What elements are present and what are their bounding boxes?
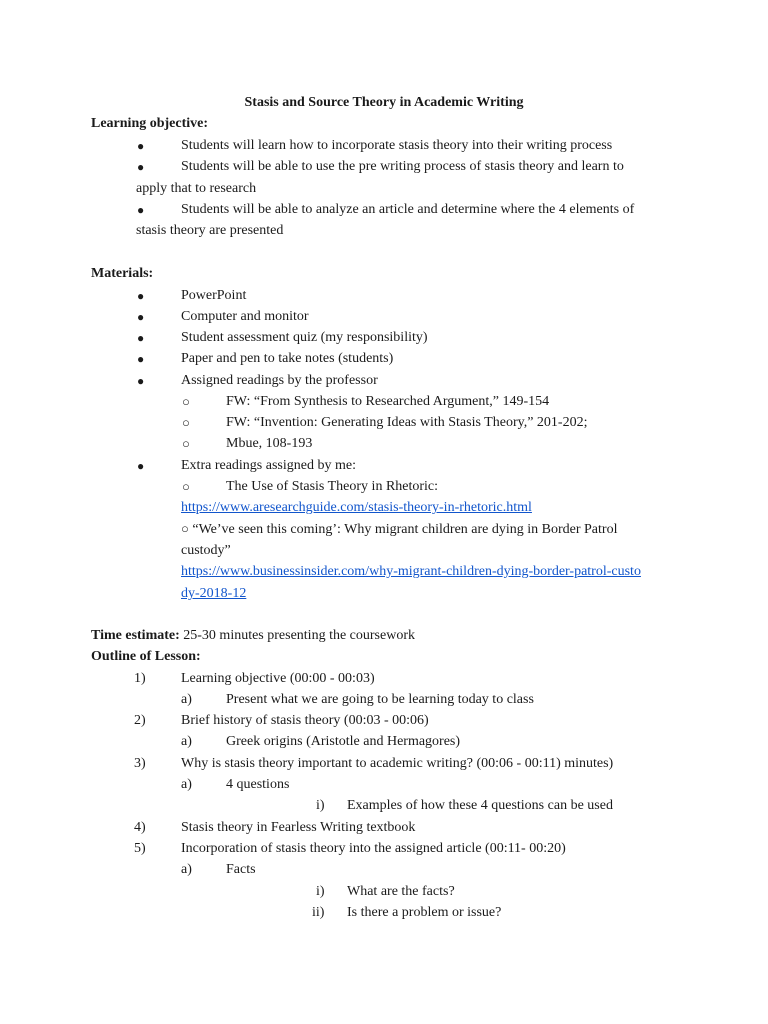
extra-reading-1-link[interactable]: https://www.aresearchguide.com/stasis-theory-in-rhetoric.html — [181, 500, 532, 515]
outline-marker: a) — [181, 862, 192, 877]
outline-item: Why is stasis theory important to academic writing? (00:06 - 00:11) minutes) — [181, 756, 614, 771]
document-title: Stasis and Source Theory in Academic Writing — [244, 95, 524, 110]
outline-item: Brief history of stasis theory (00:03 - 00:06) — [181, 713, 429, 728]
outline-item: Facts — [226, 862, 256, 877]
outline-marker: 1) — [134, 671, 146, 686]
extra-reading-2-title-line-1 — [181, 520, 617, 539]
outline-marker: 5) — [134, 841, 146, 856]
outline-marker: 2) — [134, 713, 146, 728]
objective-item-3-line-1: Students will be able to analyze an article and determine where the 4 elements of — [181, 202, 635, 217]
outline-marker: a) — [181, 734, 192, 749]
objective-item-3-line-2: stasis theory are presented — [136, 223, 284, 238]
outline-marker: ii) — [312, 905, 325, 920]
bullet-icon: ● — [137, 310, 145, 324]
materials-item: Computer and monitor — [181, 309, 309, 324]
materials-item: PowerPoint — [181, 288, 247, 303]
objective-item-2-line-1: Students will be able to use the pre writing process of stasis theory and learn to — [181, 159, 624, 174]
circle-bullet-icon: ○ — [182, 394, 190, 409]
circle-bullet-icon: ○ — [182, 436, 190, 451]
extra-reading-1-title: The Use of Stasis Theory in Rhetoric: — [226, 479, 439, 494]
outline-item: Incorporation of stasis theory into the assigned article (00:11- 00:20) — [181, 841, 566, 856]
outline-item: Examples of how these 4 questions can be used — [347, 798, 613, 813]
bullet-icon: ● — [137, 160, 145, 174]
outline-item: What are the facts? — [347, 884, 455, 899]
bullet-icon: ● — [137, 374, 145, 388]
outline-marker: a) — [181, 777, 192, 792]
outline-item: Learning objective (00:00 - 00:03) — [181, 671, 375, 686]
bullet-icon: ● — [137, 203, 145, 217]
extra-readings-label: Extra readings assigned by me: — [181, 458, 356, 473]
outline-item: 4 questions — [226, 777, 290, 792]
outline-item: Present what we are going to be learning today to class — [226, 692, 534, 707]
circle-bullet-icon: ○ — [182, 415, 190, 430]
bullet-icon: ● — [137, 289, 145, 303]
materials-item: Student assessment quiz (my responsibility) — [181, 330, 428, 345]
outline-marker: 4) — [134, 820, 146, 835]
time-estimate-value: 25-30 minutes presenting the coursework — [179, 628, 415, 643]
outline-item: Is there a problem or issue? — [347, 905, 502, 920]
extra-reading-2-link-line-1[interactable]: https://www.businessinsider.com/why-migrant-children-dying-border-patrol-custo — [181, 564, 641, 579]
bullet-icon: ● — [137, 331, 145, 345]
circle-bullet-icon: ○ — [182, 479, 190, 494]
outline-marker: 3) — [134, 756, 146, 771]
bullet-icon: ● — [137, 459, 145, 473]
circle-bullet-icon: ○ — [181, 521, 189, 536]
materials-heading: Materials: — [91, 266, 154, 281]
objective-item-2-line-2: apply that to research — [136, 181, 257, 196]
materials-item: Paper and pen to take notes (students) — [181, 351, 394, 366]
extra-reading-2-title-line-2: custody” — [181, 543, 231, 558]
time-estimate — [91, 627, 415, 645]
outline-marker: i) — [316, 884, 325, 899]
time-estimate-label: Time estimate: — [91, 628, 180, 643]
assigned-reading: FW: “Invention: Generating Ideas with Stasis Theory,” 201-202; — [226, 415, 588, 430]
assigned-reading: Mbue, 108-193 — [226, 436, 313, 451]
outline-heading: Outline of Lesson: — [91, 649, 201, 664]
outline-item: Greek origins (Aristotle and Hermagores) — [226, 734, 461, 749]
assigned-reading: FW: “From Synthesis to Researched Argument,” 149-154 — [226, 394, 550, 409]
objective-item-1: Students will learn how to incorporate stasis theory into their writing process — [181, 138, 613, 153]
bullet-icon: ● — [137, 352, 145, 366]
bullet-icon: ● — [137, 139, 145, 153]
extra-reading-2-title-text: “We’ve seen this coming’: Why migrant children are dying in Border Patrol — [192, 522, 618, 537]
outline-marker: a) — [181, 692, 192, 707]
learning-objective-heading: Learning objective: — [91, 116, 209, 131]
materials-item: Assigned readings by the professor — [181, 373, 378, 388]
outline-item: Stasis theory in Fearless Writing textbook — [181, 820, 416, 835]
extra-reading-2-link-line-2[interactable]: dy-2018-12 — [181, 586, 247, 601]
outline-marker: i) — [316, 798, 325, 813]
